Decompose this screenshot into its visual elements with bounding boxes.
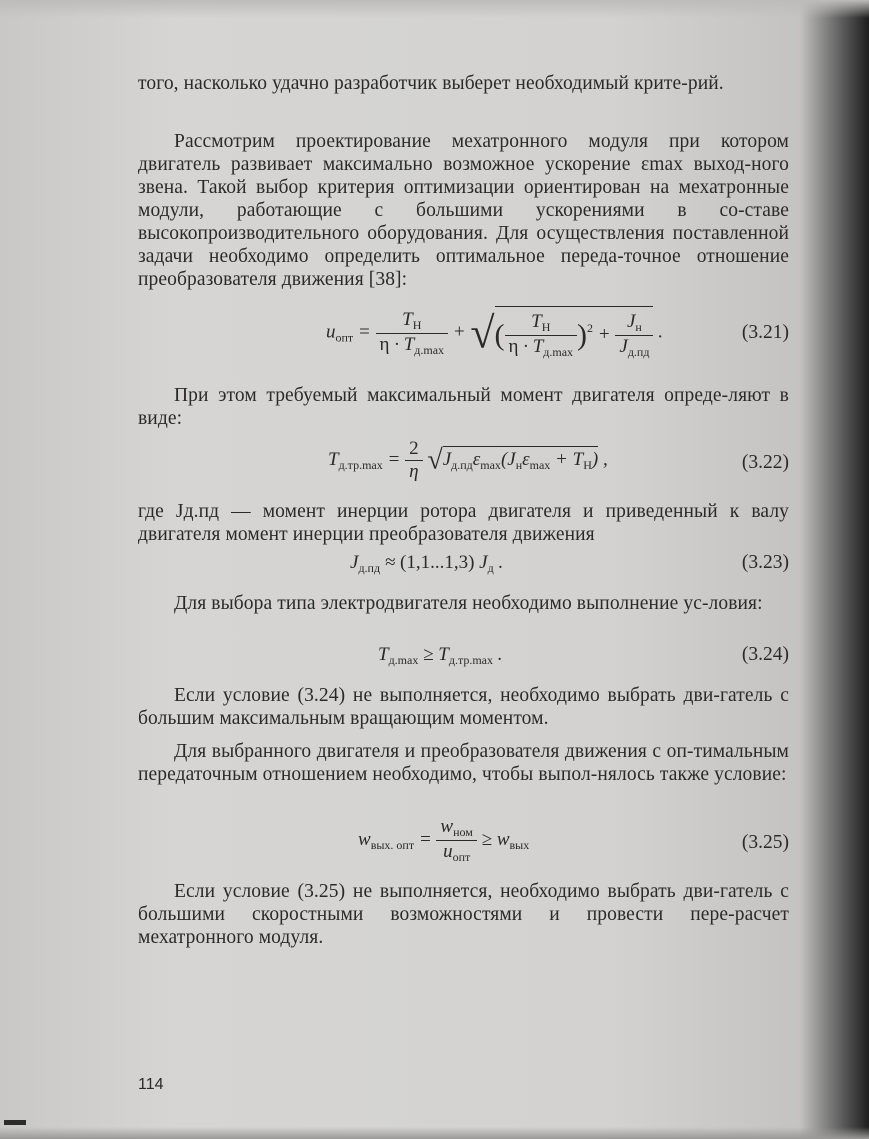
paragraph-text: Для выбранного двигателя и преобразователя движения с оп-тимальным передаточным отношением необходимо, чтобы выпол-нялось также условие: xyxy=(138,741,789,785)
equation-3-21 xyxy=(138,300,789,370)
equation-number: (3.25) xyxy=(741,832,789,853)
equation-3-24 xyxy=(138,644,789,672)
equation-formula: $J_{д.пд} \approx (1,1...1,3)$ $J_д$ . xyxy=(350,552,504,575)
equation-formula: $u_{опт}$ = $\frac{T_Н}{\eta \cdot T_{д.max}}$ + √( $\frac{T_Н}{\eta \cdot T_{д.max}}$ )$^2$ + $\frac{J_н}{J_{д.пд}}$ . xyxy=(326,306,663,360)
paragraph-speed-condition xyxy=(138,880,789,949)
page-number: 114 xyxy=(138,1076,164,1093)
paragraph-definition xyxy=(138,500,789,546)
page-edge-mark xyxy=(4,1120,26,1125)
equation-number: (3.21) xyxy=(741,322,789,343)
paragraph-text: Рассмотрим проектирование мехатронного модуля при котором двигатель развивает максимально возможное ускорение εmax выход-ного звена. Такой выбор критерия оптимизации ориентирован на мехатронные модули, работающие с большими ускорениями в со-ставе высокопроизводительного оборудования. Для осуществления поставленной задачи необходимо определить оптимальное переда-точное отношение преобразователя движения [38]: xyxy=(138,131,789,290)
paragraph-text: При этом требуемый максимальный момент двигателя опреде-ляют в виде: xyxy=(138,385,789,429)
paragraph-text: того, насколько удачно разработчик выберет необходимый крите-рий. xyxy=(138,73,724,94)
paragraph-text: где Jд.пд — момент инерции ротора двигателя и приведенный к валу двигателя момент инерции преобразователя движения xyxy=(138,501,789,545)
paragraph-intro xyxy=(138,130,789,291)
paragraph-text: Для выбора типа электродвигателя необходимо выполнение ус-ловия: xyxy=(174,593,763,614)
equation-formula: $T_{д.тр.max}$ = $\frac{2}{\eta}$ $√J_{д.пд}\varepsilon_{max}(J_н\varepsilon_{max} + T_Н)$ , xyxy=(328,438,608,482)
page-shadow-top xyxy=(0,0,869,18)
equation-formula: $w_{вых. опт}$ = $\frac{w_{ном}}{u_{опт}}$ ≥ $w_{вых}$ xyxy=(358,816,530,864)
equation-formula: $T_{д.max} \ge T_{д.тр.max}$ . xyxy=(378,644,503,667)
paragraph-if-not-met xyxy=(138,684,789,730)
equation-3-25 xyxy=(138,816,789,872)
paragraph-condition xyxy=(138,592,789,615)
paragraph-text: Если условие (3.24) не выполняется, необходимо выбрать дви-гатель с большим максимальным вращающим моментом. xyxy=(138,685,789,729)
paragraph-continuation xyxy=(138,72,789,95)
paragraph-text: Если условие (3.25) не выполняется, необходимо выбрать дви-гатель с большими скоростными возможностями и провести пере-расчет мехатронного модуля. xyxy=(138,881,789,948)
equation-number: (3.22) xyxy=(741,452,789,473)
equation-3-23 xyxy=(138,552,789,580)
equation-3-22 xyxy=(138,438,789,488)
equation-number: (3.23) xyxy=(741,552,789,573)
paragraph-moment xyxy=(138,384,789,430)
page-shadow-bottom xyxy=(0,1127,869,1139)
paragraph-selected-motor xyxy=(138,740,789,786)
equation-number: (3.24) xyxy=(741,644,789,665)
